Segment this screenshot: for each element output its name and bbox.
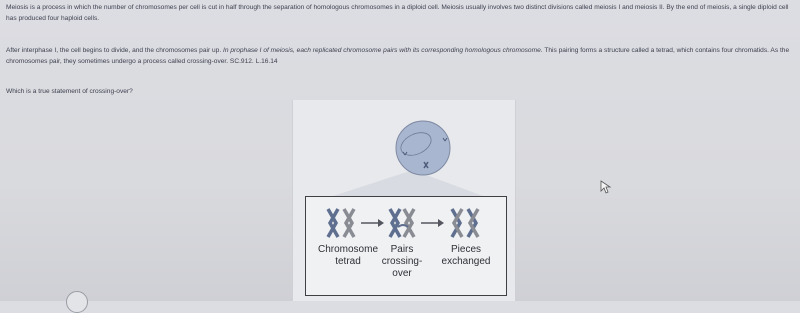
arrow-right-icon xyxy=(361,219,384,227)
chromosome-tetrad-icon xyxy=(328,209,354,237)
passage-paragraph-1: Meiosis is a process in which the number of chromosomes per cell is cut in half through the separation of homologous chromosomes in a diploid cell. Meiosis usually involves two distinct divisions called meiosis I and meiosis II. By the end of meiosis, a single diploid cell has produced four haploid cells. xyxy=(6,4,789,22)
caption-pairs-crossing-over: Pairs crossing-over xyxy=(381,244,423,279)
chromosome-sequence xyxy=(306,197,506,245)
paragraph-2-lead: After interphase I, the cell begins to divide, and the chromosomes pair up. xyxy=(6,47,222,54)
mouse-cursor-icon xyxy=(600,180,612,194)
paragraph-2-italic: In prophase I of meiosis, each replicated chromosome pairs with its corresponding homologous chromosome. xyxy=(223,47,543,54)
caption-pieces-exchanged: Pieces exchanged xyxy=(441,244,491,267)
zoom-wedge xyxy=(333,170,483,196)
crossing-over-diagram xyxy=(305,196,507,296)
crossing-over-figure xyxy=(292,100,516,301)
exchanged-chromosomes-icon xyxy=(452,209,478,237)
passage-paragraph-2 xyxy=(6,45,796,67)
arrow-right-icon xyxy=(421,219,444,227)
caption-chromosome-tetrad: Chromosome tetrad xyxy=(317,244,379,267)
cell-icon xyxy=(396,121,450,175)
paragraph-2-tail: This pairing forms a structure called a tetrad, which contains four chromatids. As the chromosomes pair, they sometimes undergo a process called crossing-over. SC.912. L.16.14 xyxy=(6,47,790,65)
question-text: Which is a true statement of crossing-over? xyxy=(6,88,133,95)
answer-radio-button[interactable] xyxy=(66,291,88,313)
crossing-over-pair-icon xyxy=(390,209,414,237)
